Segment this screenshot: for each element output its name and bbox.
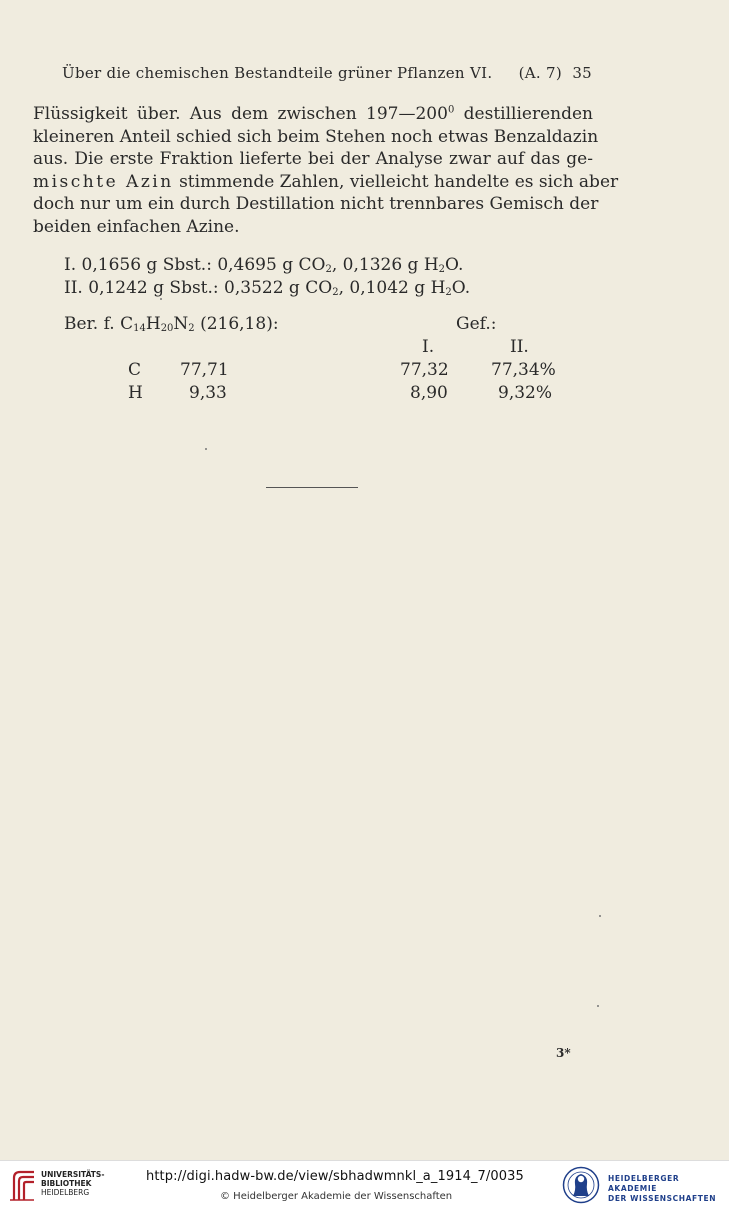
analysis-results bbox=[64, 254, 470, 300]
paper-speck bbox=[599, 915, 601, 917]
footer-bar bbox=[0, 1160, 729, 1210]
found-value-1: 8,90 bbox=[410, 383, 448, 403]
found-value-1: 77,32 bbox=[400, 360, 449, 380]
analysis-row-1: I. 0,1656 g Sbst.: 0,4695 g $CO_2$, 0,1326 g $H_2O$. bbox=[64, 255, 464, 275]
column-header-1: I. bbox=[422, 337, 435, 357]
copyright-notice: © Heidelberger Akademie der Wissenschaften bbox=[220, 1191, 453, 1202]
analysis-row-2: II. 0,1242 g Sbst.: 0,3522 g $CO_2$, 0,1042 g $H_2O$. bbox=[64, 278, 471, 298]
text-line: doch nur um ein durch Destillation nicht trennbares Gemisch der bbox=[33, 194, 599, 215]
text-line: mischte Azin stimmende Zahlen, vielleicht handelte es sich aber bbox=[33, 171, 619, 192]
calculated-formula: Ber. f. $C_{14}H_{20}N_2$ (216,18): bbox=[64, 314, 279, 334]
element-label: C bbox=[128, 360, 142, 380]
page-url-link[interactable]: http://digi.hadw-bw.de/view/sbhadwmnkl_a_1914_7/0035 bbox=[146, 1169, 524, 1184]
section-rule bbox=[266, 487, 358, 488]
found-label: Gef.: bbox=[456, 314, 497, 334]
found-value-2: 9,32% bbox=[498, 383, 553, 403]
signature-mark: 3* bbox=[556, 1046, 571, 1060]
text-line: beiden einfachen Azine. bbox=[33, 216, 240, 237]
degree-mark: 0 bbox=[447, 104, 455, 116]
university-library-logo-icon[interactable] bbox=[8, 1168, 36, 1202]
paper-speck bbox=[597, 1005, 599, 1007]
paper-speck bbox=[205, 448, 207, 450]
text-line: Flüssigkeit über. Aus dem zwischen $197—200^0$ destillierenden bbox=[33, 104, 593, 124]
paper-speck bbox=[160, 298, 162, 300]
text-line: kleineren Anteil schied sich beim Stehen noch etwas Benzaldazin bbox=[33, 126, 599, 147]
body-paragraph bbox=[33, 103, 619, 239]
university-library-name: UNIVERSITÄTS- BIBLIOTHEK HEIDELBERG bbox=[41, 1170, 105, 1197]
academy-seal-icon[interactable] bbox=[562, 1166, 600, 1204]
page-number: 35 bbox=[572, 64, 592, 82]
academy-name: HEIDELBERGER AKADEMIE DER WISSENSCHAFTEN bbox=[608, 1174, 717, 1203]
calculated-value: 9,33 bbox=[189, 383, 227, 403]
running-head bbox=[62, 64, 592, 82]
calculated-value: 77,71 bbox=[180, 360, 229, 380]
reference-label: (A. 7) bbox=[518, 64, 562, 82]
text-line: aus. Die erste Fraktion lieferte bei der Analyse zwar auf das ge- bbox=[33, 149, 593, 170]
element-label: H bbox=[128, 383, 143, 403]
column-header-2: II. bbox=[510, 337, 529, 357]
running-title: Über die chemischen Bestandteile grüner Pflanzen VI. bbox=[62, 64, 493, 82]
spaced-emphasis: mischte Azin bbox=[33, 171, 174, 192]
found-value-2: 77,34% bbox=[491, 360, 556, 380]
